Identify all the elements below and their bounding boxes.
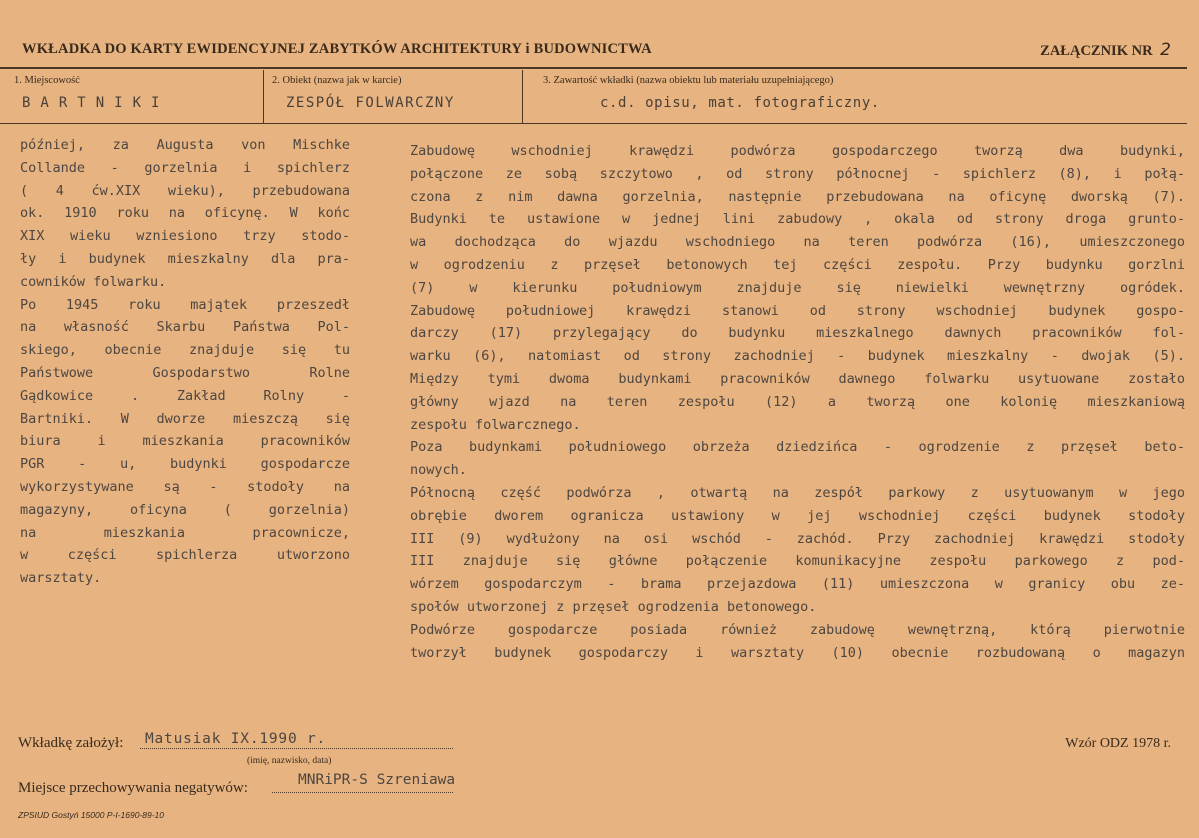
content-label: 3. Zawartość wkładki (nazwa obiektu lub materiału uzupełniającego) [543,75,834,86]
left-text-column [20,134,350,590]
left-text-line: XIX wieku wzniesiono trzy stodo- [20,228,350,245]
left-text-line: później, za Augusta von Mischke [20,137,350,153]
right-text-line: Poza budynkami południowego obrzeża dziedzińca - ogrodzenie z przęseł beto- [410,439,1185,456]
left-text-line: warsztaty. [20,570,102,587]
left-text-line: magazyny, oficyna ( gorzelnia) [20,501,350,518]
author-value: Matusiak IX.1990 r. [145,731,327,747]
left-text-line: Bartniki. W dworze mieszczą się [20,410,350,427]
object-label: 2. Obiekt (nazwa jak w karcie) [272,75,402,86]
right-text-line: w ogrodzeniu z przęseł betonowych tej części zespołu. Przy budynku gorzlni [410,256,1185,273]
right-text-column [410,140,1185,664]
printer-imprint: ZPSIUD Gostyń 15000 P-I-1690-89-10 [18,810,164,820]
right-text-line: darczy (17) przylegający do budynku mieszkalnego dawnych pracowników fol- [410,325,1185,342]
right-text-line: Budynki te ustawione w jednej lini zabudowy , okala od strony droga grunto- [410,211,1185,228]
left-text-line: Po 1945 roku majątek przeszedł [20,296,350,313]
author-label: Wkładkę założył: [18,735,124,751]
left-text-line: wykorzystywane są - stodoły na [20,478,350,495]
right-text-line: wórzem gospodarczym - brama przejazdowa (11) umieszczona w granicy obu ze- [410,576,1185,593]
fields-bottom-rule [0,123,1187,124]
right-text-line: zespołu folwarcznego. [410,416,581,433]
object-value: ZESPÓŁ FOLWARCZNY [286,95,455,111]
content-field [523,70,1187,123]
author-hint: (imię, nazwisko, data) [247,756,332,766]
left-text-line: ( 4 ćw.XIX wieku), przebudowana [20,182,350,199]
content-value: c.d. opisu, mat. fotograficzny. [600,95,880,111]
left-text-line: Państwowe Gospodarstwo Rolne [20,364,350,381]
right-text-line: Zabudowę wschodniej krawędzi podwórza gospodarczego tworzą dwa budynki, [410,143,1185,159]
left-text-line: na własność Skarbu Państwa Pol- [20,319,350,336]
right-text-line: tworzył budynek gospodarczy i warsztaty (10) obecnie rozbudowaną o magazyn [410,644,1185,661]
right-text-line: obrębie dworem ogranicza ustawiony w jej wschodniej części budynek stodoły [410,507,1185,524]
right-text-line: III znajduje się główne połączenie komunikacyjne zespołu parkowego z pod- [410,553,1185,570]
left-text-line: na mieszkania pracownicze, [20,524,350,541]
left-text-line: skiego, obecnie znajduje się tu [20,342,350,359]
field-divider [522,70,523,123]
card-title: WKŁADKA DO KARTY EWIDENCYJNEJ ZABYTKÓW ARCHITEKTURY i BUDOWNICTWA [22,41,652,57]
right-text-line: warku (6), natomiast od strony zachodniej - budynek mieszkalny - dwojak (5). [410,348,1185,365]
author-dotline [140,748,453,749]
right-text-line: wa dochodząca do wjazdu wschodniego na teren podwórza (16), umieszczonego [410,234,1185,251]
right-text-line: główny wjazd na teren zespołu (12) a tworzą one kolonię mieszkaniową [410,393,1185,410]
locality-value: BARTNIKI [22,95,170,111]
object-field [264,70,522,123]
right-text-line: czona z nim dawna gorzelnia, następnie przebudowana na oficynę dworską (7). [410,188,1185,205]
negatives-label: Miejsce przechowywania negatywów: [18,780,248,796]
right-text-line: Podwórze gospodarcze posiada również zabudowę wewnętrzną, którą pierwotnie [410,621,1185,638]
negatives-value: MNRiPR-S Szreniawa [298,772,456,788]
negatives-dotline [272,792,453,793]
right-text-line: Północną część podwórza , otwartą na zespół parkowy z usytuowanym w jego [410,484,1185,501]
locality-field [0,70,263,123]
right-text-line: Zabudowę południowej krawędzi stanowi od strony wschodniej budynek gospo- [410,302,1185,319]
pattern-label: Wzór ODZ 1978 r. [1065,736,1171,751]
left-text-line: w części spichlerza utworzono [20,547,350,564]
locality-label: 1. Miejscowość [14,75,80,86]
right-text-line: nowych. [410,462,467,479]
right-text-line: III (9) wydłużony na osi wschód - zachód. Przy zachodniej krawędzi stodoły [410,530,1185,547]
left-text-line: PGR - u, budynki gospodarcze [20,456,350,473]
annex-label: ZAŁĄCZNIK NR [1040,43,1153,59]
left-text-line: cowników folwarku. [20,273,167,290]
left-text-line: Collande - gorzelnia i spichlerz [20,159,350,176]
fields-row [0,70,1187,123]
annex-number: 2 [1160,40,1171,60]
left-text-line: ok. 1910 roku na oficynę. W końc [20,205,350,222]
header-rule [0,67,1187,69]
annex-header [1040,40,1171,60]
right-text-line: społów utworzonej z przęseł ogrodzenia betonowego. [410,598,817,615]
right-text-line: (7) w kierunku południowym znajduje się niewielki wewnętrzny ogródek. [410,279,1185,296]
field-divider [263,70,264,123]
right-text-line: połączone ze sobą szczytowo , od strony północnej - spichlerz (8), i połą- [410,165,1185,182]
left-text-line: Gądkowice . Zakład Rolny - [20,387,350,404]
left-text-line: ły i budynek mieszkalny dla pra- [20,250,350,267]
right-text-line: Między tymi dwoma budynkami pracowników dawnego folwarku usytuowane zostało [410,370,1185,387]
left-text-line: biura i mieszkania pracowników [20,433,350,450]
